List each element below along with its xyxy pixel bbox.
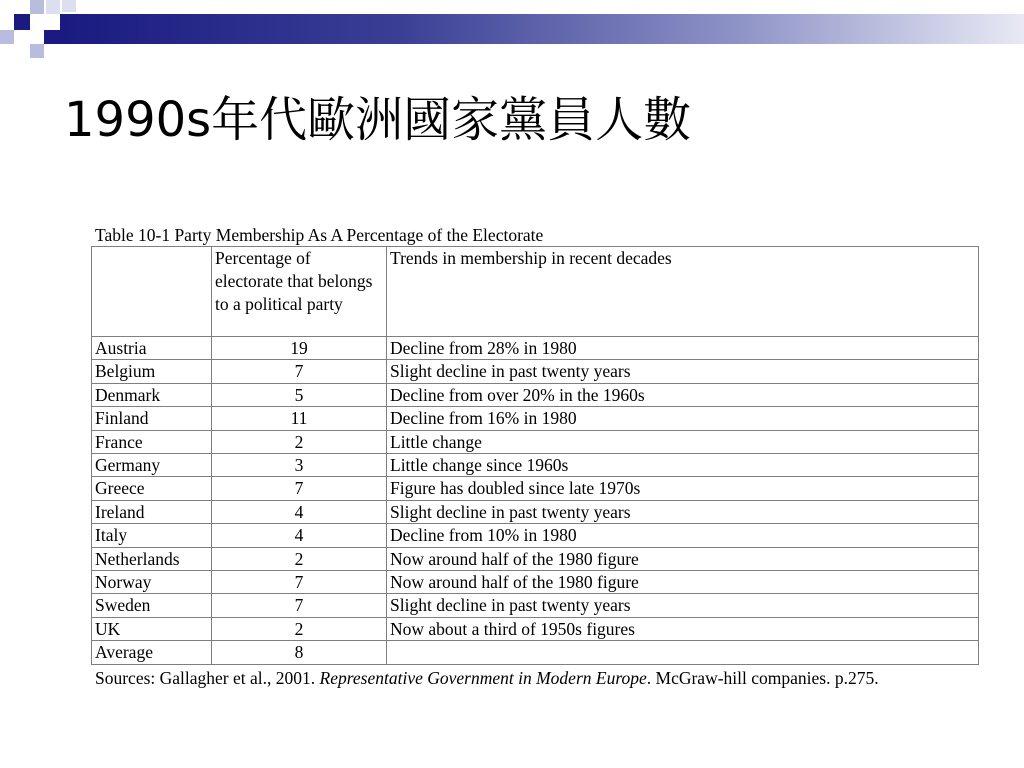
- cell-percentage: 8: [212, 641, 387, 664]
- cell-percentage: 4: [212, 524, 387, 547]
- corner-square-7: [62, 0, 76, 12]
- header-cell-percentage: Percentage of electorate that belongs to a political party: [212, 247, 387, 337]
- source-citation: [95, 667, 975, 690]
- table-row: [92, 477, 979, 500]
- cell-percentage: 2: [212, 547, 387, 570]
- cell-trend: Decline from 16% in 1980: [387, 407, 979, 430]
- cell-country: Netherlands: [92, 547, 212, 570]
- cell-country: Germany: [92, 454, 212, 477]
- cell-trend: Slight decline in past twenty years: [387, 594, 979, 617]
- cell-trend: Little change since 1960s: [387, 454, 979, 477]
- cell-trend: Slight decline in past twenty years: [387, 360, 979, 383]
- cell-trend: Decline from 10% in 1980: [387, 524, 979, 547]
- cell-country: Greece: [92, 477, 212, 500]
- table-row: [92, 641, 979, 664]
- cell-country: Finland: [92, 407, 212, 430]
- table-row: [92, 547, 979, 570]
- cell-percentage: 2: [212, 430, 387, 453]
- slide-title: 1990s年代歐洲國家黨員人數: [64, 92, 692, 148]
- table-row: [92, 594, 979, 617]
- cell-percentage: 5: [212, 383, 387, 406]
- membership-table: [91, 246, 979, 665]
- cell-trend: Little change: [387, 430, 979, 453]
- cell-percentage: 7: [212, 477, 387, 500]
- cell-percentage: 7: [212, 594, 387, 617]
- table-row: [92, 500, 979, 523]
- corner-square-3: [46, 0, 60, 14]
- cell-trend: Decline from 28% in 1980: [387, 337, 979, 360]
- cell-trend: Slight decline in past twenty years: [387, 500, 979, 523]
- cell-country: Belgium: [92, 360, 212, 383]
- corner-square-5: [44, 30, 60, 44]
- table-row: [92, 407, 979, 430]
- source-book-title: Representative Government in Modern Europe: [319, 668, 647, 688]
- cell-percentage: 4: [212, 500, 387, 523]
- cell-country: UK: [92, 617, 212, 640]
- cell-trend: [387, 641, 979, 664]
- cell-trend: Now around half of the 1980 figure: [387, 547, 979, 570]
- header-cell-trend: Trends in membership in recent decades: [387, 247, 979, 337]
- cell-percentage: 7: [212, 571, 387, 594]
- table-row: [92, 383, 979, 406]
- cell-percentage: 7: [212, 360, 387, 383]
- cell-country: Average: [92, 641, 212, 664]
- cell-percentage: 19: [212, 337, 387, 360]
- source-suffix: . McGraw-hill companies. p.275.: [646, 668, 879, 688]
- corner-square-1: [14, 14, 30, 30]
- cell-country: Norway: [92, 571, 212, 594]
- cell-trend: Now around half of the 1980 figure: [387, 571, 979, 594]
- cell-country: Denmark: [92, 383, 212, 406]
- cell-country: Ireland: [92, 500, 212, 523]
- table-row: [92, 337, 979, 360]
- cell-trend: Now about a third of 1950s figures: [387, 617, 979, 640]
- table-row: [92, 524, 979, 547]
- corner-square-4: [0, 30, 14, 44]
- table-caption: Table 10-1 Party Membership As A Percentage of the Electorate: [95, 225, 544, 245]
- cell-trend: Figure has doubled since late 1970s: [387, 477, 979, 500]
- table-row: [92, 617, 979, 640]
- table-header-row: [92, 247, 979, 337]
- corner-square-6: [30, 44, 44, 58]
- cell-country: Italy: [92, 524, 212, 547]
- table-row: [92, 360, 979, 383]
- table-row: [92, 430, 979, 453]
- header-cell-country: [92, 247, 212, 337]
- cell-country: Austria: [92, 337, 212, 360]
- cell-percentage: 2: [212, 617, 387, 640]
- cell-country: Sweden: [92, 594, 212, 617]
- cell-percentage: 11: [212, 407, 387, 430]
- table-row: [92, 454, 979, 477]
- header-gradient-bar: [60, 14, 1024, 44]
- cell-percentage: 3: [212, 454, 387, 477]
- source-prefix: Sources: Gallagher et al., 2001.: [95, 668, 320, 688]
- cell-trend: Decline from over 20% in the 1960s: [387, 383, 979, 406]
- table-row: [92, 571, 979, 594]
- cell-country: France: [92, 430, 212, 453]
- corner-square-2: [30, 0, 44, 14]
